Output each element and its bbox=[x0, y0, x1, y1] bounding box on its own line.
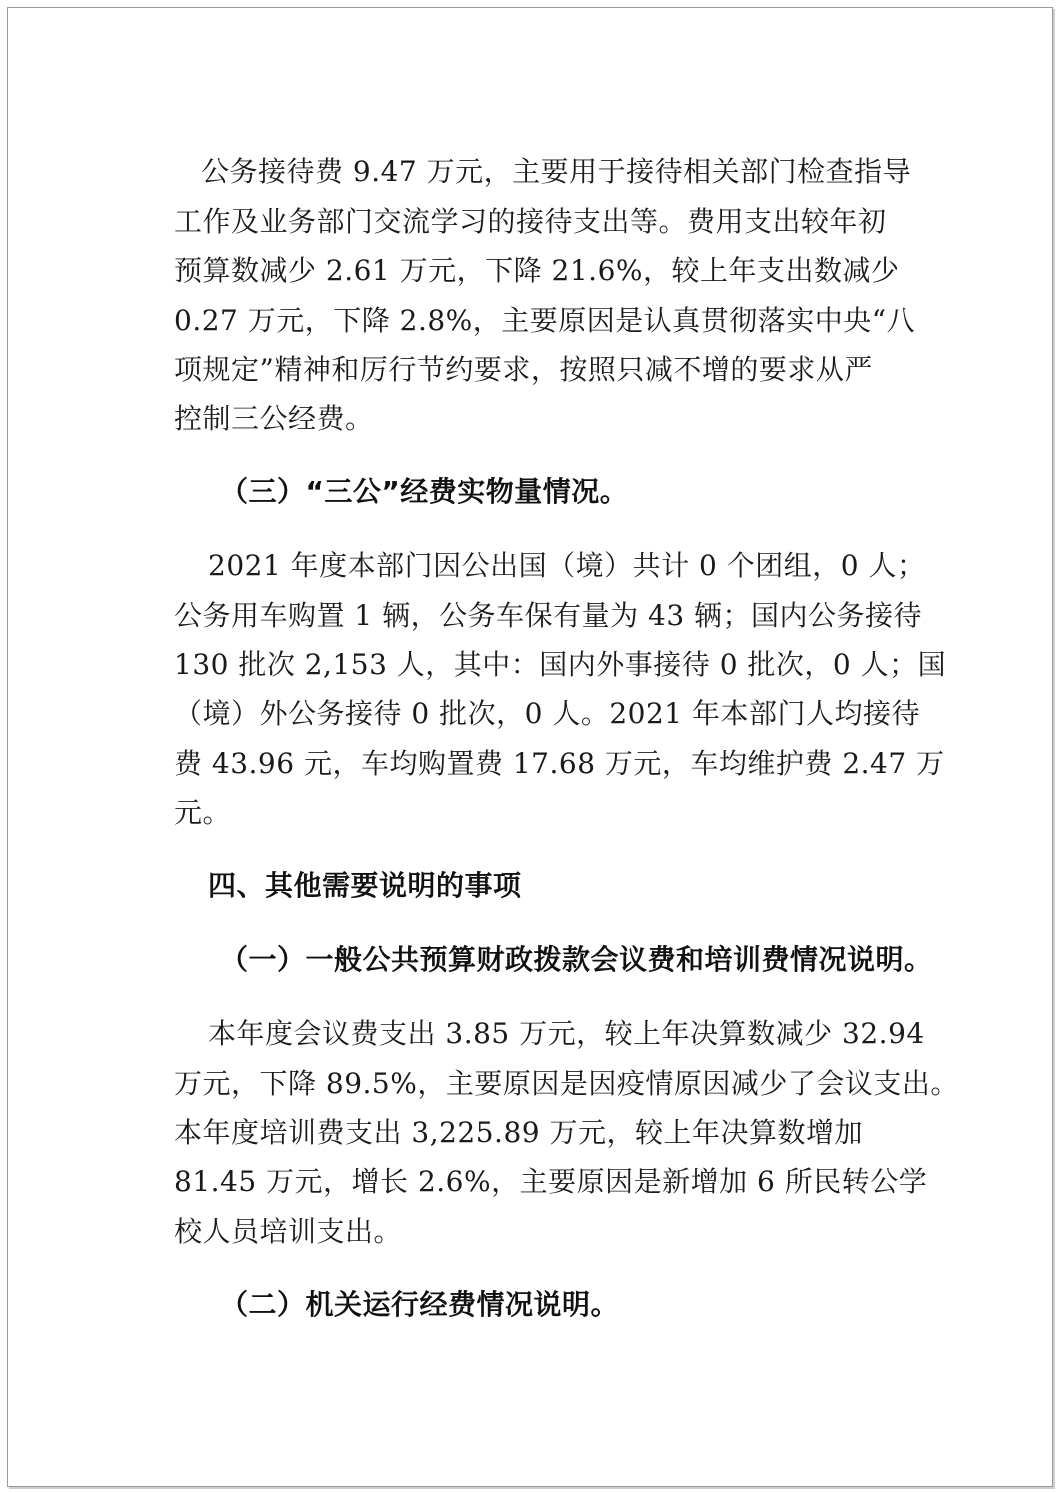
paragraph-2-line-4: （境）外公务接待 0 批次，0 人。2021 年本部门人均接待 bbox=[174, 697, 920, 730]
section-heading-four: 四、其他需要说明的事项 bbox=[208, 869, 522, 902]
paragraph-2-line-2: 公务用车购置 1 辆，公务车保有量为 43 辆；国内公务接待 bbox=[174, 599, 923, 632]
paragraph-3-line-2: 万元，下降 89.5%，主要原因是因疫情原因减少了会议支出。 bbox=[174, 1067, 959, 1100]
paragraph-1-line-2: 工作及业务部门交流学习的接待支出等。费用支出较年初 bbox=[174, 205, 887, 238]
paragraph-3-line-1: 本年度会议费支出 3.85 万元，较上年决算数减少 32.94 bbox=[208, 1017, 925, 1050]
document-page bbox=[7, 7, 1053, 1487]
paragraph-1-line-3: 预算数减少 2.61 万元，下降 21.6%，较上年支出数减少 bbox=[174, 254, 900, 287]
paragraph-3-line-4: 81.45 万元，增长 2.6%，主要原因是新增加 6 所民转公学 bbox=[174, 1165, 928, 1198]
paragraph-1-line-5: 项规定”精神和厉行节约要求，按照只减不增的要求从严 bbox=[174, 353, 873, 386]
paragraph-3-line-3: 本年度培训费支出 3,225.89 万元，较上年决算数增加 bbox=[174, 1116, 863, 1149]
paragraph-1-line-4: 0.27 万元，下降 2.8%，主要原因是认真贯彻落实中央“八 bbox=[174, 304, 916, 337]
paragraph-3-line-5: 校人员培训支出。 bbox=[174, 1215, 403, 1248]
subsection-heading-two: （二）机关运行经费情况说明。 bbox=[220, 1288, 620, 1321]
paragraph-2-line-1: 2021 年度本部门因公出国（境）共计 0 个团组，0 人； bbox=[208, 549, 926, 582]
paragraph-2-line-6: 元。 bbox=[174, 796, 232, 829]
paragraph-2-line-3: 130 批次 2,153 人，其中：国内外事接待 0 批次，0 人；国 bbox=[174, 648, 947, 681]
paragraph-1-line-6: 控制三公经费。 bbox=[174, 402, 374, 435]
subsection-heading-one: （一）一般公共预算财政拨款会议费和培训费情况说明。 bbox=[220, 943, 933, 976]
section-heading-three: （三）“三公”经费实物量情况。 bbox=[220, 475, 629, 508]
paragraph-1-line-1: 公务接待费 9.47 万元，主要用于接待相关部门检查指导 bbox=[201, 155, 912, 188]
paragraph-2-line-5: 费 43.96 元，车均购置费 17.68 万元，车均维护费 2.47 万 bbox=[174, 747, 945, 780]
